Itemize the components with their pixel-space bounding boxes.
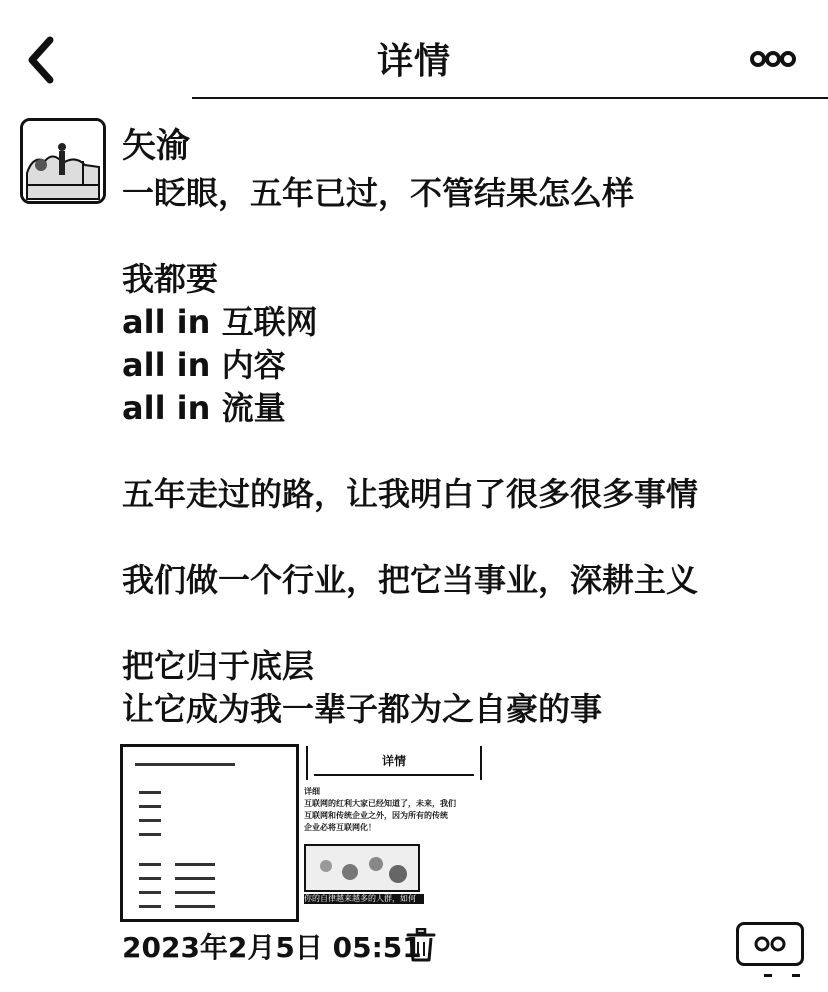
thumb-header (306, 746, 482, 780)
more-button[interactable] (748, 44, 798, 74)
post-line-blank (122, 602, 802, 645)
thumb-text (304, 786, 482, 834)
post-line: 五年走过的路，让我明白了很多很多事情 (122, 475, 699, 513)
post-line: 一眨眼，五年已过，不管结果怎么样 (122, 174, 635, 212)
thumb-photo-pattern (306, 846, 418, 890)
trash-icon (406, 928, 436, 962)
attachment-image-2[interactable] (302, 744, 484, 922)
post-line: all in 互联网 (122, 303, 318, 341)
thumb-photo (304, 844, 420, 892)
avatar-image (23, 121, 103, 201)
delete-button[interactable] (406, 928, 436, 962)
post-line: all in 内容 (122, 346, 286, 384)
post-timestamp: 2023年2月5日 05:51 (122, 931, 422, 964)
thumb-line: 企业必将互联网化！ (304, 823, 376, 832)
post-line: 我都要 (122, 260, 219, 298)
avatar[interactable] (20, 118, 106, 204)
post-line: 把它归于底层 (122, 647, 315, 685)
bottom-mark (764, 974, 772, 977)
post-line-blank (122, 215, 802, 258)
post-line: all in 流量 (122, 389, 286, 427)
thumb-caption: 你的自律越来越多的人群，如何 (304, 894, 424, 904)
thumb-line: 详细 (304, 787, 320, 796)
thumb-line: 互联网的红利大家已经知道了，未来，我们 (304, 799, 456, 808)
header-divider (192, 97, 828, 99)
post-line-blank (122, 516, 802, 559)
more-icon (748, 44, 798, 74)
post-body (122, 172, 802, 731)
attachment-image-1[interactable] (120, 744, 299, 922)
bottom-mark (792, 974, 800, 977)
thumb-divider (314, 774, 474, 776)
document-thumbnail (123, 747, 296, 919)
thumb-title: 详情 (381, 754, 406, 768)
post-line: 我们做一个行业，把它当事业，深耕主义 (122, 561, 699, 599)
nav-bar (0, 0, 828, 100)
post-line-blank (122, 430, 802, 473)
thumb-line: 互联网和传统企业之外，因为所有的传统 (304, 811, 448, 820)
post-line: 让它成为我一辈子都为之自豪的事 (122, 690, 603, 728)
page-title: 详情 (376, 41, 451, 82)
comment-button[interactable] (736, 922, 804, 966)
author-name[interactable]: 矢渝 (122, 126, 190, 166)
comment-icon (739, 925, 801, 963)
